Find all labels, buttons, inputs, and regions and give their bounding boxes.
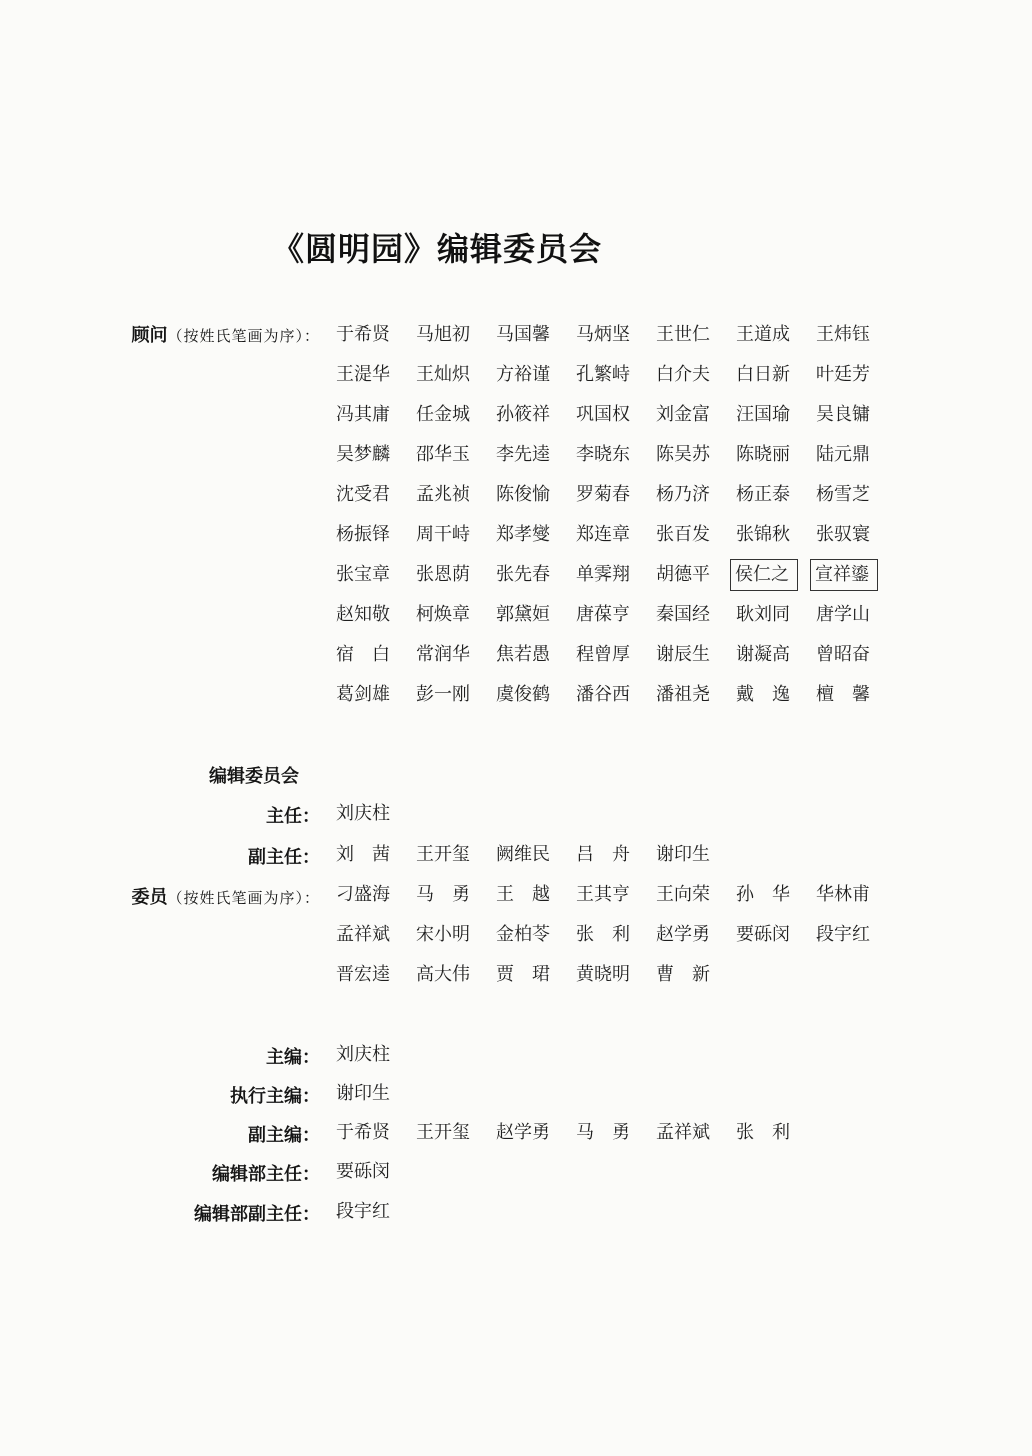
person-name: 王世仁 <box>656 324 710 345</box>
person-name: 于希贤 <box>336 324 390 345</box>
person-name: 宣祥鎏 <box>810 559 878 591</box>
person-name: 陈吴苏 <box>656 444 710 465</box>
committee-heading: 编辑委员会 <box>209 766 299 787</box>
person-name: 唐葆亨 <box>576 604 630 625</box>
chief-editor-names <box>336 1035 896 1075</box>
person-name: 段宇红 <box>336 1201 390 1222</box>
person-name: 耿刘同 <box>736 604 790 625</box>
person-name: 白介夫 <box>656 364 710 385</box>
person-name: 冯其庸 <box>336 404 390 425</box>
person-name: 郭黛姮 <box>496 604 550 625</box>
person-name: 常润华 <box>416 644 470 665</box>
person-name: 巩国权 <box>576 404 630 425</box>
person-name: 王开玺 <box>416 1122 470 1143</box>
person-name: 马旭初 <box>416 324 470 345</box>
person-name: 罗菊春 <box>576 484 630 505</box>
person-name: 要砾闵 <box>736 924 790 945</box>
exec-editor-names <box>336 1074 896 1114</box>
person-name: 杨振铎 <box>336 524 390 545</box>
person-name: 赵学勇 <box>496 1122 550 1143</box>
person-name: 孔繁峙 <box>576 364 630 385</box>
person-name: 张先春 <box>496 564 550 585</box>
dept-head-names <box>336 1152 896 1192</box>
person-name: 方裕谨 <box>496 364 550 385</box>
director-names <box>336 794 896 834</box>
advisors-names <box>336 315 896 715</box>
person-name: 郑孝燮 <box>496 524 550 545</box>
person-name: 谢印生 <box>656 844 710 865</box>
person-name: 白日新 <box>736 364 790 385</box>
person-name: 刘庆柱 <box>336 803 390 824</box>
person-name: 任金城 <box>416 404 470 425</box>
person-name: 杨雪芝 <box>816 484 870 505</box>
person-name: 单霁翔 <box>576 564 630 585</box>
person-name: 葛剑雄 <box>336 684 390 705</box>
person-name: 张 利 <box>736 1122 790 1143</box>
person-name: 高大伟 <box>416 964 470 985</box>
person-name: 张恩荫 <box>416 564 470 585</box>
dept-head-label: 编辑部主任： <box>212 1164 320 1185</box>
person-name: 吴良镛 <box>816 404 870 425</box>
person-name: 谢凝高 <box>736 644 790 665</box>
person-name: 刘 茜 <box>336 844 390 865</box>
person-name: 秦国经 <box>656 604 710 625</box>
person-name: 王开玺 <box>416 844 470 865</box>
deputy-director-names <box>336 835 896 875</box>
dept-deputy-label: 编辑部副主任： <box>194 1204 320 1225</box>
person-name: 孟兆祯 <box>416 484 470 505</box>
members-label <box>131 883 320 909</box>
page-title: 《圆明园》编辑委员会 <box>272 230 603 268</box>
person-name: 陈晓丽 <box>736 444 790 465</box>
person-name: 宿 白 <box>336 644 390 665</box>
person-name: 曾昭奋 <box>816 644 870 665</box>
person-name: 黄晓明 <box>576 964 630 985</box>
person-name: 华林甫 <box>816 884 870 905</box>
person-name: 谢辰生 <box>656 644 710 665</box>
person-name: 张宝章 <box>336 564 390 585</box>
deputy-director-label: 副主任： <box>248 847 320 868</box>
advisors-label <box>131 321 320 347</box>
person-name: 王 越 <box>496 884 550 905</box>
person-name: 马 勇 <box>416 884 470 905</box>
person-name: 刘庆柱 <box>336 1044 390 1065</box>
person-name: 周干峙 <box>416 524 470 545</box>
advisors-label-text: 顾问 <box>131 325 168 346</box>
person-name: 唐学山 <box>816 604 870 625</box>
person-name: 陆元鼎 <box>816 444 870 465</box>
person-name: 段宇红 <box>816 924 870 945</box>
person-name: 叶廷芳 <box>816 364 870 385</box>
deputy-editor-label: 副主编： <box>248 1125 320 1146</box>
members-label-text: 委员 <box>131 887 168 908</box>
chief-editor-label: 主编： <box>266 1047 320 1068</box>
person-name: 王灿炽 <box>416 364 470 385</box>
members-note: （按姓氏笔画为序）： <box>167 889 320 907</box>
person-name: 贾 珺 <box>496 964 550 985</box>
person-name: 赵知敬 <box>336 604 390 625</box>
person-name: 汪国瑜 <box>736 404 790 425</box>
dept-deputy-names <box>336 1192 896 1232</box>
person-name: 金柏苓 <box>496 924 550 945</box>
person-name: 彭一刚 <box>416 684 470 705</box>
person-name: 孟祥斌 <box>336 924 390 945</box>
person-name: 马 勇 <box>576 1122 630 1143</box>
person-name: 孙筱祥 <box>496 404 550 425</box>
person-name: 邵华玉 <box>416 444 470 465</box>
person-name: 阙维民 <box>496 844 550 865</box>
exec-editor-label: 执行主编： <box>230 1086 320 1107</box>
person-name: 潘祖尧 <box>656 684 710 705</box>
members-names <box>336 875 896 995</box>
person-name: 张百发 <box>656 524 710 545</box>
person-name: 杨乃济 <box>656 484 710 505</box>
person-name: 张驭寰 <box>816 524 870 545</box>
person-name: 赵学勇 <box>656 924 710 945</box>
person-name: 刁盛海 <box>336 884 390 905</box>
deputy-editor-names <box>336 1113 896 1153</box>
person-name: 马国馨 <box>496 324 550 345</box>
person-name: 马炳坚 <box>576 324 630 345</box>
person-name: 要砾闵 <box>336 1161 390 1182</box>
person-name: 郑连章 <box>576 524 630 545</box>
person-name: 陈俊愉 <box>496 484 550 505</box>
person-name: 焦若愚 <box>496 644 550 665</box>
person-name: 李先逵 <box>496 444 550 465</box>
person-name: 王湜华 <box>336 364 390 385</box>
person-name: 潘谷西 <box>576 684 630 705</box>
person-name: 张锦秋 <box>736 524 790 545</box>
person-name: 吕 舟 <box>576 844 630 865</box>
person-name: 胡德平 <box>656 564 710 585</box>
person-name: 王炜钰 <box>816 324 870 345</box>
person-name: 晋宏逵 <box>336 964 390 985</box>
person-name: 吴梦麟 <box>336 444 390 465</box>
person-name: 侯仁之 <box>730 559 798 591</box>
advisors-note: （按姓氏笔画为序）： <box>167 327 320 345</box>
person-name: 王其亨 <box>576 884 630 905</box>
person-name: 宋小明 <box>416 924 470 945</box>
person-name: 李晓东 <box>576 444 630 465</box>
person-name: 檀 馨 <box>816 684 870 705</box>
person-name: 王向荣 <box>656 884 710 905</box>
person-name: 柯焕章 <box>416 604 470 625</box>
person-name: 孙 华 <box>736 884 790 905</box>
person-name: 张 利 <box>576 924 630 945</box>
person-name: 于希贤 <box>336 1122 390 1143</box>
person-name: 杨正泰 <box>736 484 790 505</box>
person-name: 王道成 <box>736 324 790 345</box>
person-name: 虞俊鹤 <box>496 684 550 705</box>
person-name: 沈受君 <box>336 484 390 505</box>
person-name: 谢印生 <box>336 1083 390 1104</box>
person-name: 戴 逸 <box>736 684 790 705</box>
director-label: 主任： <box>266 806 320 827</box>
person-name: 刘金富 <box>656 404 710 425</box>
person-name: 孟祥斌 <box>656 1122 710 1143</box>
person-name: 曹 新 <box>656 964 710 985</box>
person-name: 程曾厚 <box>576 644 630 665</box>
